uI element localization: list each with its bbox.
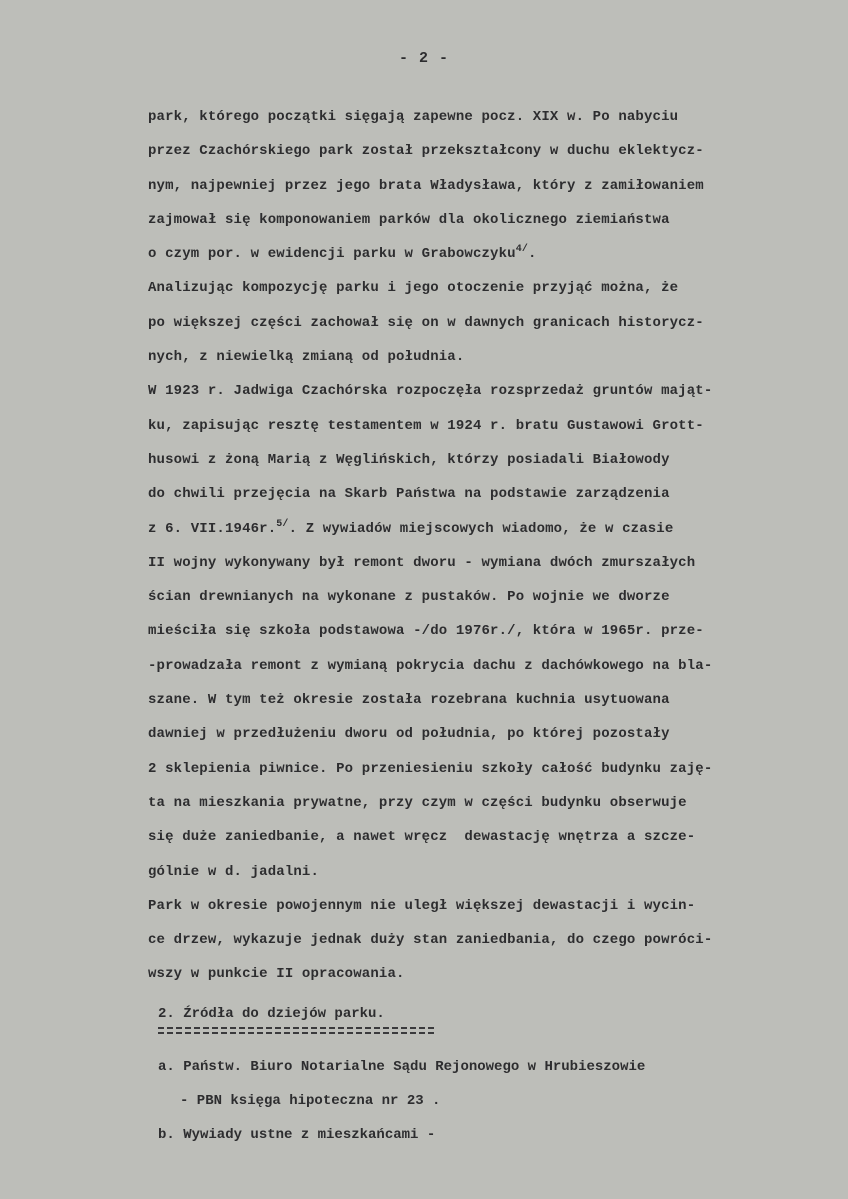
heading-underline (158, 1027, 434, 1037)
text-line: Analizując kompozycję parku i jego otoczenie przyjąć można, że (148, 280, 679, 297)
section-heading: 2. Źródła do dziejów parku. (158, 1006, 385, 1022)
text-line: II wojny wykonywany był remont dworu - wymiana dwóch zmurszałych (148, 554, 696, 571)
text-line: Park w okresie powojennym nie uległ większej dewastacji i wycin- (148, 897, 696, 914)
source-item-a-continuation: - PBN księga hipoteczna nr 23 . (180, 1093, 441, 1109)
page-number: - 2 - (398, 50, 449, 67)
footnote-marker: 5/ (276, 518, 289, 530)
source-item-b: b. Wywiady ustne z mieszkańcami - (158, 1127, 436, 1143)
text-line: ścian drewnianych na wykonane z pustaków. Po wojnie we dworze (148, 589, 670, 606)
text-line: gólnie w d. jadalni. (148, 863, 320, 880)
text-line-tail: . Z wywiadów miejscowych wiadomo, że w czasie (288, 520, 674, 537)
text-line: szane. W tym też okresie została rozebrana kuchnia usytuowana (148, 692, 670, 709)
text-line: nych, z niewielką zmianą od południa. (148, 349, 465, 366)
text-line: park, którego początki sięgają zapewne pocz. XIX w. Po nabyciu (148, 109, 679, 125)
text-line: husowi z żoną Marią z Węglińskich, którzy posiadali Białowody (148, 451, 670, 468)
source-item-a: a. Państw. Biuro Notarialne Sądu Rejonowego w Hrubieszowie (158, 1059, 646, 1075)
text-line: ce drzew, wykazuje jednak duży stan zaniedbania, do czego powróci- (148, 932, 713, 949)
text-line-tail: . (528, 246, 537, 263)
text-line: ku, zapisując resztę testamentem w 1924 r. bratu Gustawowi Grott- (148, 417, 704, 434)
text-line: nym, najpewniej przez jego brata Władysława, który z zamiłowaniem (148, 177, 704, 194)
text-line (148, 237, 828, 271)
text-line: W 1923 r. Jadwiga Czachórska rozpoczęła rozsprzedaż gruntów mająt- (148, 383, 713, 400)
text-line: do chwili przejęcia na Skarb Państwa na podstawie zarządzenia (148, 486, 670, 503)
text-line-content: o czym por. w ewidencji parku w Grabowczyku (148, 246, 516, 263)
text-line (148, 512, 828, 546)
text-line: po większej części zachował się on w dawnych granicach historycz- (148, 314, 704, 331)
footnote-marker: 4/ (515, 244, 529, 256)
text-line: ta na mieszkania prywatne, przy czym w części budynku obserwuje (148, 794, 687, 811)
sources-section (158, 1003, 818, 1037)
text-line: 2 sklepienia piwnice. Po przeniesieniu szkoły całość budynku zaję- (148, 760, 713, 777)
text-line: przez Czachórskiego park został przekształcony w duchu eklektycz- (148, 143, 704, 160)
text-line: się duże zaniedbanie, a nawet wręcz dewastację wnętrza a szcze- (148, 829, 696, 846)
document-body (148, 100, 828, 992)
text-line: wszy w punkcie II opracowania. (148, 966, 405, 983)
text-line: dawniej w przedłużeniu dworu od południa, po której pozostały (148, 726, 670, 743)
text-line: mieściła się szkoła podstawowa -/do 1976r./, która w 1965r. prze- (148, 623, 704, 640)
text-line: -prowadzała remont z wymianą pokrycia dachu z dachówkowego na bla- (148, 657, 713, 674)
text-line: zajmował się komponowaniem parków dla okolicznego ziemiaństwa (148, 211, 670, 228)
text-line-content: z 6. VII.1946r. (148, 520, 277, 537)
sources-list (158, 1050, 818, 1152)
